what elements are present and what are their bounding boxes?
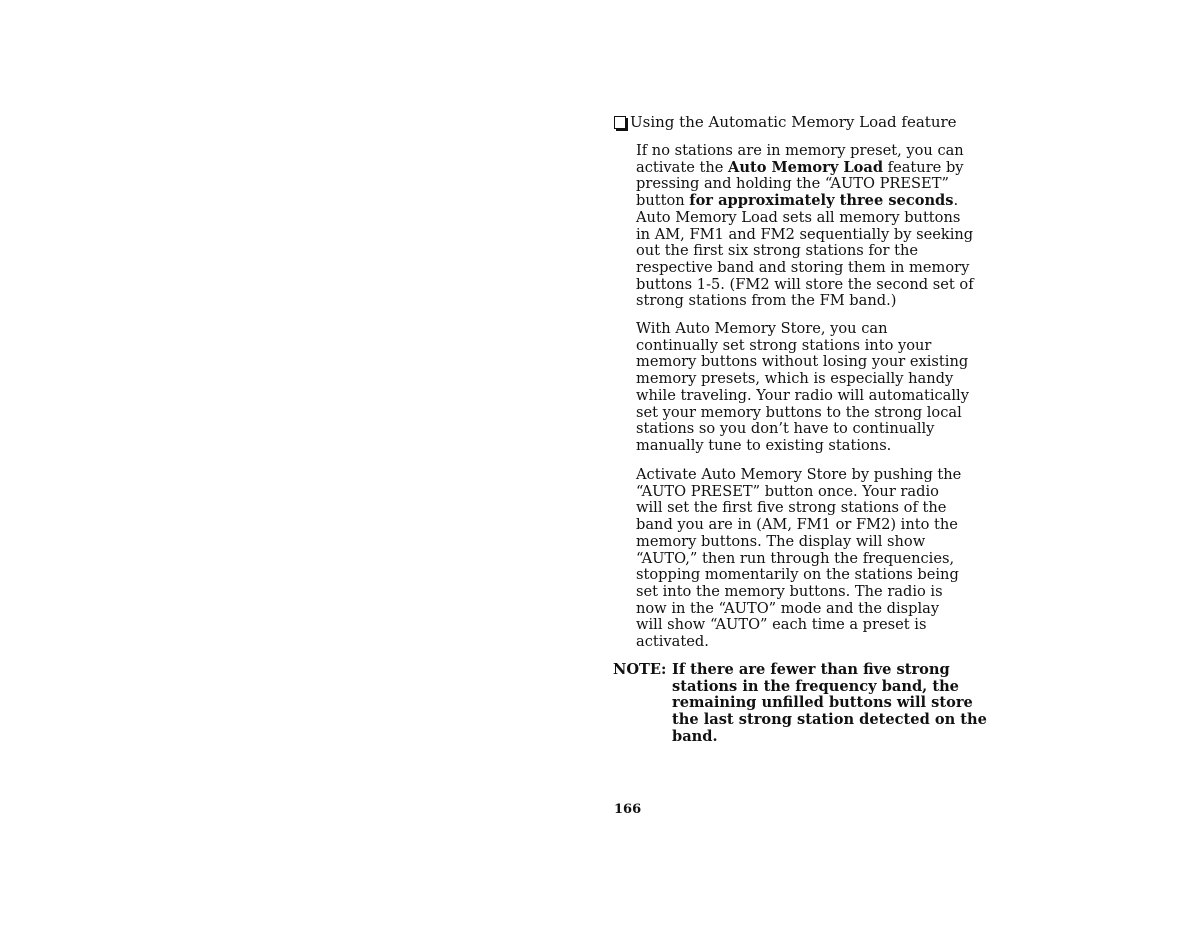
text-run: activate the [636, 158, 729, 176]
text-run: memory buttons without losing your existing [636, 353, 969, 371]
text-run: Activate Auto Memory Store by pushing the [636, 466, 962, 483]
text-run: . [953, 192, 959, 210]
paragraph-line [636, 176, 961, 193]
paragraph-line [636, 484, 961, 501]
paragraph-line [636, 517, 961, 534]
paragraph-line [636, 193, 961, 210]
paragraph-line [636, 210, 961, 227]
text-run: Auto Memory Load sets all memory buttons [636, 208, 961, 226]
text-run: band you are in (AM, FM1 or FM2) into the [636, 516, 958, 534]
paragraph-line [636, 321, 961, 338]
text-run: out the first six strong stations for the [636, 242, 919, 260]
note-line: If there are fewer than five strong [672, 661, 950, 678]
text-run: now in the “AUTO” mode and the display [636, 599, 940, 617]
text-run: in AM, FM1 and FM2 sequentially by seeking [636, 225, 974, 243]
text-run: button [636, 192, 690, 210]
paragraph-line [636, 142, 964, 160]
note-label: NOTE: [613, 661, 667, 678]
bold-text: for approximately three seconds [689, 192, 954, 210]
paragraph-line [636, 405, 961, 422]
text-run: respective band and storing them in memory [636, 258, 970, 276]
text-run: memory presets, which is especially handy [636, 370, 954, 388]
paragraph-line [636, 353, 969, 371]
paragraph-line [636, 567, 961, 584]
paragraph-line [636, 275, 974, 294]
paragraph-auto-memory-load [636, 142, 974, 310]
note-line: band. [672, 727, 718, 745]
bold-text: Auto Memory Load [728, 158, 884, 176]
text-run: If no stations are in memory preset, you can [636, 142, 964, 159]
text-run: while traveling. Your radio will automatically [636, 386, 969, 404]
section-heading [614, 112, 974, 132]
paragraph-line [636, 584, 961, 601]
text-run: stopping momentarily on the stations being [636, 566, 959, 584]
paragraph-line [636, 386, 969, 405]
paragraph-line [636, 467, 961, 484]
text-run: memory buttons. The display will show [636, 532, 926, 550]
text-run: manually tune to existing stations. [636, 436, 892, 454]
paragraph-line [636, 551, 961, 568]
paragraph-auto-memory-store [636, 320, 969, 455]
paragraph-line [636, 293, 961, 310]
text-run: With Auto Memory Store, you can [636, 320, 888, 337]
paragraph-line [636, 634, 961, 651]
note-text [672, 661, 987, 746]
note-line: stations in the frequency band, the [672, 677, 959, 695]
note-line: remaining unfilled buttons will store [672, 694, 973, 712]
text-run: continually set strong stations into your [636, 336, 932, 354]
paragraph-line [636, 601, 961, 618]
text-run: feature by [883, 158, 964, 176]
page-number: 166 [614, 802, 642, 817]
text-run: stations so you don’t have to continually [636, 420, 935, 438]
text-run: will show “AUTO” each time a preset is [636, 616, 927, 634]
text-run: set into the memory buttons. The radio is [636, 582, 943, 600]
text-run: activated. [636, 633, 709, 651]
text-run: will set the first five strong stations of the [636, 499, 947, 517]
paragraph-line [636, 617, 961, 634]
section-heading-text: Using the Automatic Memory Load feature [630, 113, 957, 131]
paragraph-line [636, 500, 961, 517]
paragraph-line [636, 438, 961, 455]
text-run: set your memory buttons to the strong local [636, 403, 962, 421]
paragraph-line [636, 534, 961, 551]
paragraph-line [636, 258, 970, 277]
paragraph-line [636, 158, 964, 177]
text-run: “AUTO PRESET” button once. Your radio [636, 482, 939, 500]
paragraph-line [636, 243, 961, 260]
text-run: strong stations from the FM band.) [636, 292, 897, 310]
checkbox-icon [614, 116, 626, 129]
text-run: pressing and holding the “AUTO PRESET” [636, 175, 949, 193]
paragraph-line [636, 371, 961, 388]
text-run: “AUTO,” then run through the frequencies, [636, 549, 955, 567]
paragraph-activate-auto-memory-store [636, 467, 961, 651]
paragraph-line [636, 338, 961, 355]
paragraph-line [636, 421, 961, 438]
note-line: the last strong station detected on the [672, 711, 987, 729]
text-run: buttons 1-5. (FM2 will store the second set of [636, 275, 974, 293]
paragraph-line [636, 225, 974, 244]
